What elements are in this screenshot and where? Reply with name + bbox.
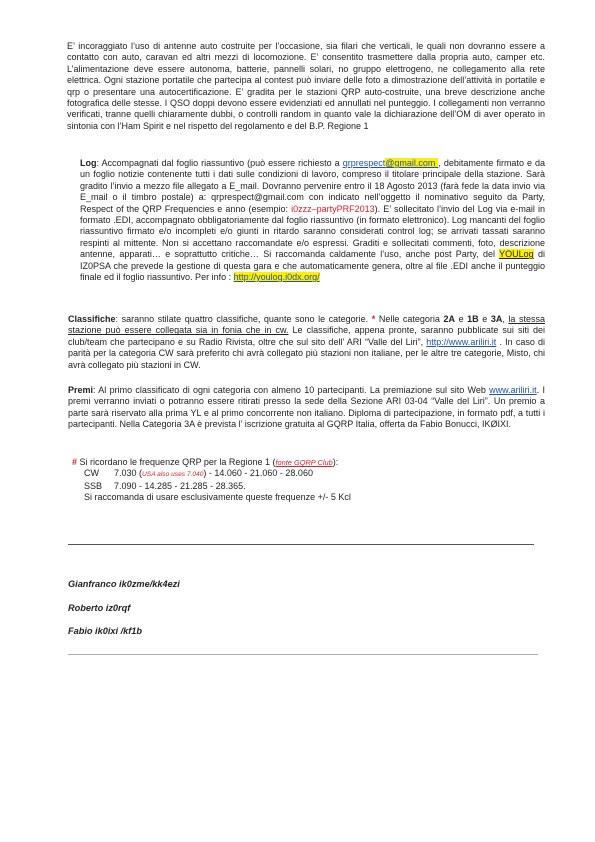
same-station-note: la stessa stazione può essere collegata sia in fonia che in cw. — [68, 314, 545, 336]
classifiche-paragraph: Classifiche: saranno stilate quattro classifiche, quante sono le categorie. * Nelle categoria 2A e 1B e 3A, la stessa stazione può essere collegata sia in fonia che in cw. Le classifiche, appena pronte, saranno pubblicate sui siti dei club/team che partecipano e su Radio Rivista, oltre che sul sito dell’ ARI “Valle del Liri”, http://www.ariliri.it . In caso di parità per la categoria CW sarà preferito chi avrà collegato più stazioni non italiane, per le altre tre categorie, Misto, chi avrà collegato più stazioni in CW. — [68, 314, 545, 370]
log-paragraph: Log: Accompagnati dal foglio riassuntivo (può essere richiesto a qrprespect@gmail.com , debitamente firmato e da un foglio notizie contenente tutti i dati sulle condizioni di lavoro, compreso il titolare principale della stazione. Sarà gradito l’invio a mezzo file allegato a E_mail. Dovranno pervenire entro il 18 Agosto 2013 (farà fede la data invio via E_mail o il timbro postale) a: qrprespect@gmail.com con indicato nell’oggetto il nominativo seguito da Party, Respect of the QRP Frequencies e anno (esempio: i0zzz–partyPRF2013). E’ sollecitato l’invio del Log via e-mail in formato .EDI, accompagnato obbligatoriamente dal foglio riassuntivo (in formato elettronico). Log mancanti del foglio riassuntivo firmato e/o incompleti e/o giunti in ritardo saranno considerati control log; se arrivati tassati saranno respinti al mittente. Non si accettano raccomandate e/o espressi. Graditi e sollecitati commenti, foto, descrizione antenne, apparati… e soprattutto critiche… Si raccomanda caldamente l’uso, anche post Party, del YOULog di IZ0PSA che prevede la gestione di questa gara e che automaticamente genera, oltre al file .EDI anche il punteggio finale ed il foglio riassuntivo. Per info : http://youlog.i0dx.org/ — [80, 158, 546, 283]
gqrp-source-link[interactable]: fonte GQRP Club — [275, 458, 333, 467]
divider-bottom — [68, 654, 538, 655]
frequency-note: Si raccomanda di usare esclusivamente queste frequenze +/- 5 Kcl — [84, 492, 351, 503]
classifiche-label: Classifiche — [68, 314, 116, 324]
signature-gianfranco: Gianfranco ik0zme/kk4ezi — [68, 579, 180, 589]
signature-roberto: Roberto iz0rqf — [68, 603, 131, 613]
hash-marker: # — [72, 457, 78, 467]
ariliri-web-link[interactable]: www.ariliri.it — [489, 385, 537, 395]
cw-frequencies: CW 7.030 (USA also uses 7.040) - 14.060 - 21.060 - 28.060 — [84, 468, 313, 479]
frequency-intro: # Si ricordano le frequenze QRP per la Regione 1 (fonte GQRP Club): — [72, 457, 339, 467]
log-example: i0zzz–partyPRF2013 — [291, 203, 375, 214]
youlog-info-link[interactable]: http://youlog.i0dx.org/ — [233, 272, 320, 283]
usa-note: USA also uses 7.040 — [142, 471, 204, 479]
frequency-section — [72, 457, 542, 504]
log-label: Log — [80, 158, 97, 168]
divider-top — [68, 544, 534, 545]
signature-fabio: Fabio ik0ixi /kf1b — [68, 626, 143, 636]
star-marker: * — [371, 314, 376, 324]
intro-paragraph: E’ incoraggiato l’uso di antenne auto costruite per l’occasione, sia filari che verticali, le quali non dovranno essere a contatto con auto, caravan ed altri mezzi di locomozione. E’ consentito trasmettere dalla propria auto, camper etc. L’alimentazione deve essere autonoma, batterie, pannelli solari, no gruppo elettrogeno, ne collegamento alla rete elettrica. Ogni stazione portatile che partecipa al contest può inviare delle foto a dimostrazione dell’attività in portatile e qrp o presentare una autocertificazione. E’ gradita per le stazioni QRP auto-costruite, una breve descrizione anche fotografica delle stesse. I QSO doppi devono essere evidenziati ed annullati nel punteggio. I collegamenti non verranno verificati, tranne quelli chiaramente dubbi, o controlli random in quanto vale la dichiarazione dell’OM di aver operato in sintonia con l’Ham Spirit e nel rispetto del regolamento e del B.P. Regione 1 — [67, 41, 545, 131]
ariliri-link[interactable]: http://www.ariliri.it — [426, 336, 497, 347]
premi-label: Premi — [68, 385, 94, 395]
ssb-frequencies: SSB 7.090 - 14.285 - 21.285 - 28.365. — [84, 480, 246, 491]
log-email-link[interactable]: qrprespect@gmail.com — [342, 158, 439, 168]
youlog-highlight: YOULog — [499, 249, 534, 260]
premi-paragraph: Premi: Al primo classificato di ogni categoria con almeno 10 partecipanti. La premiazione sul sito Web www.ariliri.it. I premi verranno inviati o potranno essere ritirati presso la sede della Sezione ARI 03-04 “Valle del Liri”. Un premio a parte sarà riservato alla prima YL e al primo concorrente non italiano. Diploma di partecipazione, in formato pdf, a tutti i partecipanti. Nella Categoria 3A è prevista l’ iscrizione gratuita al GQRP Italia, offerta da Fabio Bonucci, IKØIXI. — [68, 385, 545, 430]
